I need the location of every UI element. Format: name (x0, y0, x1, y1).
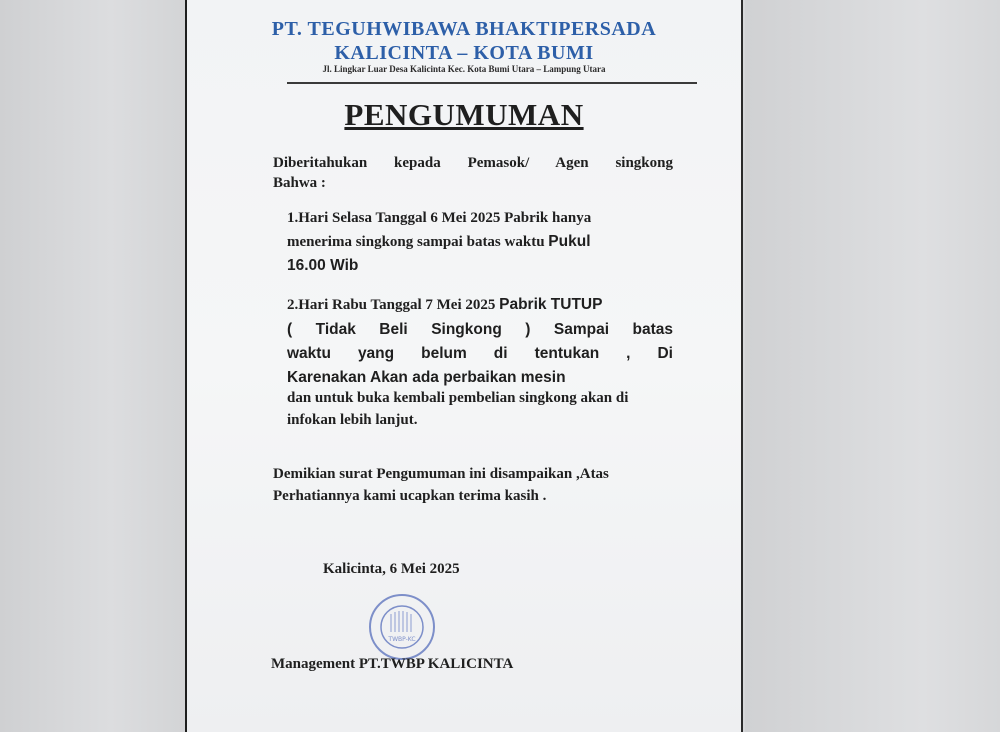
signature-line: Management PT.TWBP KALICINTA (271, 656, 514, 672)
announcement-title: PENGUMUMAN (344, 97, 584, 132)
item-2-line-2: ( Tidak Beli Singkong ) Sampai batas (287, 321, 673, 338)
item-2-line-3: waktu yang belum di tentukan , Di (287, 345, 673, 362)
item-1-line-2-text: menerima singkong sampai batas waktu (287, 234, 549, 250)
item-1-line-2 (287, 233, 591, 251)
background-left (0, 0, 185, 732)
item-1-line-1: 1.Hari Selasa Tanggal 6 Mei 2025 Pabrik hanya (287, 210, 592, 226)
item-1-line-3: 16.00 Wib (287, 257, 359, 274)
item-2-line-6: infokan lebih lanjut. (287, 412, 418, 428)
date-place: Kalicinta, 6 Mei 2025 (323, 561, 460, 577)
item-2-line-4: Karenakan Akan ada perbaikan mesin (287, 369, 566, 386)
background-right (745, 0, 1000, 732)
intro-line-1: Diberitahukan kepada Pemasok/ Agen singkong (273, 155, 673, 171)
company-stamp-icon (367, 592, 437, 662)
company-address: Jl. Lingkar Luar Desa Kalicinta Kec. Kota Bumi Utara – Lampung Utara (322, 64, 606, 74)
letterhead-divider (287, 82, 697, 84)
item-2-closed-label: Pabrik TUTUP (499, 296, 603, 313)
stamp-inner-text: TWBP-KC (388, 636, 416, 643)
company-name: PT. TEGUHWIBAWA BHAKTIPERSADA (271, 18, 657, 40)
intro-line-2: Bahwa : (273, 175, 326, 191)
item-1-time-label: Pukul (548, 233, 591, 250)
item-2-line-5: dan untuk buka kembali pembelian singkong akan di (287, 390, 629, 406)
announcement-paper (185, 0, 743, 732)
closing-line-1: Demikian surat Pengumuman ini disampaikan ,Atas (273, 466, 609, 482)
company-location: KALICINTA – KOTA BUMI (334, 42, 594, 64)
closing-line-2: Perhatiannya kami ucapkan terima kasih . (273, 488, 547, 504)
item-2-line-1 (287, 296, 602, 314)
item-2-line-1-text: 2.Hari Rabu Tanggal 7 Mei 2025 (287, 297, 500, 313)
